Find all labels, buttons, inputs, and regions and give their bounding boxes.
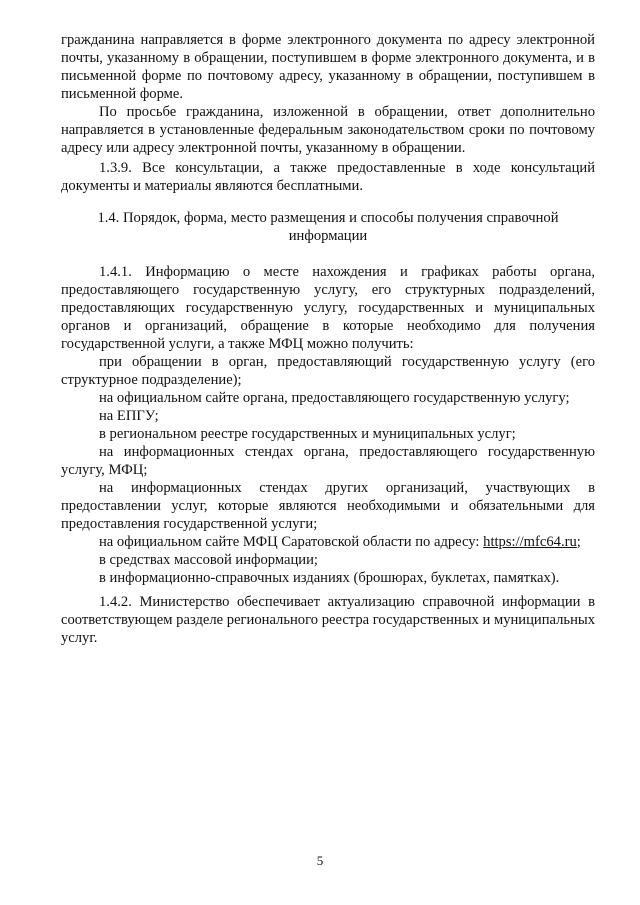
paragraph-continuation: гражданина направляется в форме электронного документа по адресу электронной почты, указанному в обращении, поступившем в форме электронного документа, и в письменной форме по почтовому адресу, указанному в обращении, поступившем в письменной форме.: [61, 32, 595, 102]
mfc-site-suffix: ;: [576, 534, 581, 550]
list-item: в средствах массовой информации;: [99, 552, 318, 568]
list-item: в информационно-справочных изданиях (брошюрах, буклетах, памятках).: [99, 570, 560, 586]
section-heading-1-4: 1.4. Порядок, форма, место размещения и способы получения справочной информации: [97, 210, 559, 244]
paragraph-1-4-2: 1.4.2. Министерство обеспечивает актуализацию справочной информации в соответствующем разделе регионального реестра государственных и муниципальных услуг.: [61, 594, 595, 646]
list-item: на официальном сайте органа, предоставляющего государственную услугу;: [99, 390, 570, 406]
list-item-mfc-site: [61, 533, 595, 551]
mfc-site-prefix: на официальном сайте МФЦ Саратовской области по адресу:: [99, 534, 480, 550]
paragraph-request-response: По просьбе гражданина, изложенной в обращении, ответ дополнительно направляется в установленные федеральным законодательством сроки по почтовому адресу или адресу электронной почты, указанному в обращении.: [61, 104, 595, 156]
list-item: на информационных стендах органа, предоставляющего государственную услугу, МФЦ;: [61, 444, 595, 478]
page-number: 5: [316, 853, 324, 868]
paragraph-1-3-9: 1.3.9. Все консультации, а также предоставленные в ходе консультаций документы и материалы являются бесплатными.: [61, 160, 595, 194]
list-item: при обращении в орган, предоставляющий государственную услугу (его структурное подразделение);: [61, 354, 595, 388]
document-body: [61, 31, 595, 647]
list-item: на ЕПГУ;: [99, 408, 159, 424]
list-item: в региональном реестре государственных и муниципальных услуг;: [99, 426, 516, 442]
paragraph-1-4-1: 1.4.1. Информацию о месте нахождения и графиках работы органа, предоставляющего государственную услугу, его структурных подразделений, предоставляющих государственную услугу, государственных и муниципальных органов и организаций, обращение в которые необходимо для получения государственной услуги, а также МФЦ можно получить:: [61, 264, 595, 352]
mfc-site-link[interactable]: https://mfc64.ru: [483, 534, 577, 550]
list-item: на информационных стендах других организаций, участвующих в предоставлении услуг, которые являются необходимыми и обязательными для предоставления государственной услуги;: [61, 480, 595, 532]
